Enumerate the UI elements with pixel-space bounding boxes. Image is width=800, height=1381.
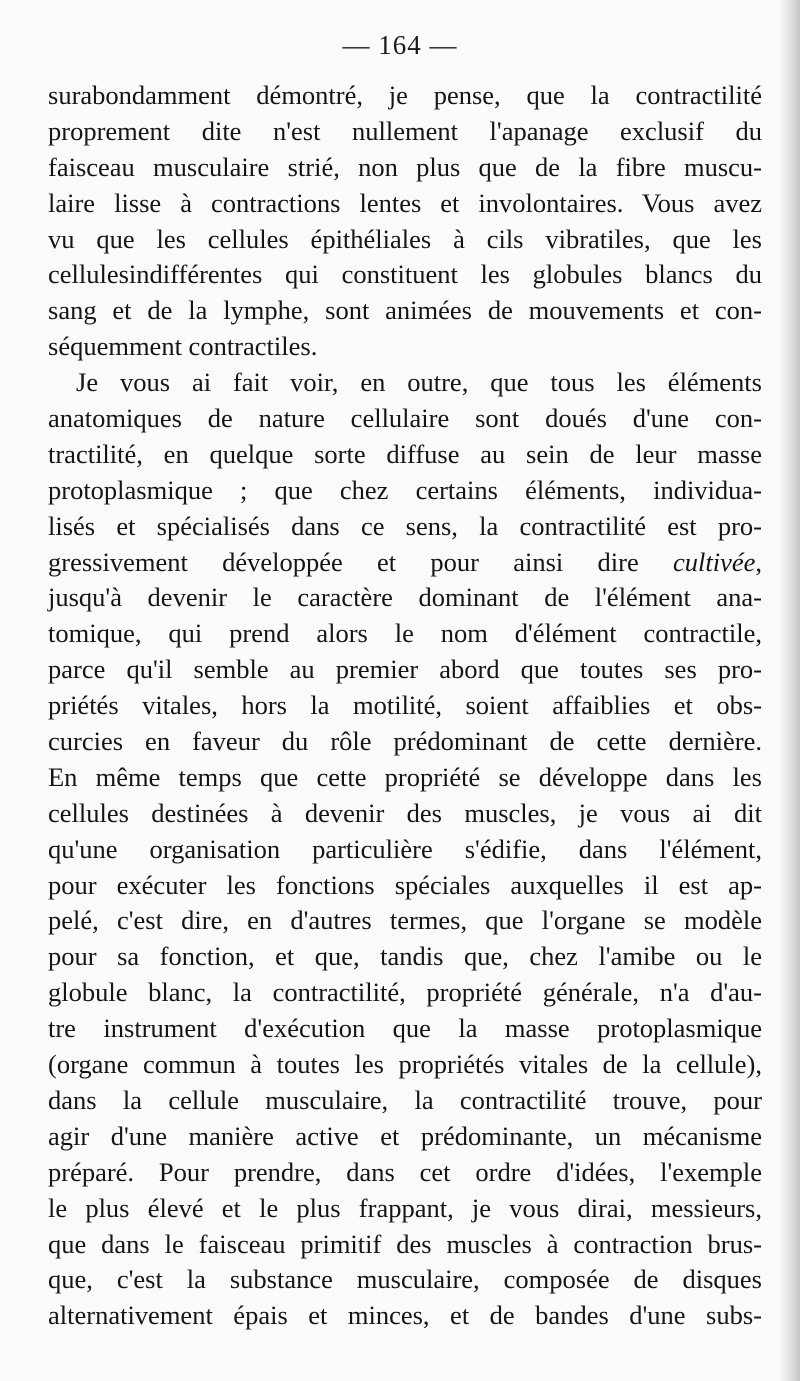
text-line: parce qu'il semble au premier abord que toutes ses pro- [48, 654, 762, 685]
text-line: jusqu'à devenir le caractère dominant de l'élément ana- [48, 582, 762, 613]
text-line: tractilité, en quelque sorte diffuse au sein de leur masse [48, 438, 762, 469]
text-line: surabondamment démontré, je pense, que la contractilité [48, 80, 762, 110]
text-line: curcies en faveur du rôle prédominant de cette dernière. [48, 726, 762, 757]
text-line: que dans le faisceau primitif des muscles à contraction brus- [48, 1228, 762, 1259]
text-line: vu que les cellules épithéliales à cils vibratiles, que les [48, 223, 762, 254]
text-line: lisés et spécialisés dans ce sens, la contractilité est pro- [48, 510, 762, 541]
text-line: le plus élevé et le plus frappant, je vous dirai, messieurs, [48, 1192, 762, 1223]
italic-word: cultivée [673, 546, 756, 577]
text-line: Je vous ai fait voir, en outre, que tous les éléments [76, 367, 762, 398]
text-line-with-italic [48, 545, 762, 581]
page-shadow [778, 0, 800, 1381]
text-line: protoplasmique ; que chez certains éléments, individua- [48, 474, 762, 505]
text-line: cellulesindifférentes qui constituent les globules blancs du [48, 259, 762, 290]
text-segment: gressivement développée et pour ainsi dire [48, 546, 639, 577]
text-line: pour exécuter les fonctions spéciales auxquelles il est ap- [48, 869, 762, 900]
text-segment: , [755, 546, 763, 577]
text-line: laire lisse à contractions lentes et involontaires. Vous avez [48, 187, 762, 218]
body-text [48, 78, 762, 1334]
text-line: pour sa fonction, et que, tandis que, chez l'amibe ou le [48, 941, 762, 972]
page-number: — 164 — [342, 30, 458, 60]
text-line: En même temps que cette propriété se développe dans les [48, 761, 762, 792]
text-line: priétés vitales, hors la motilité, soient affaiblies et obs- [48, 690, 762, 721]
text-line: alternativement épais et minces, et de bandes d'une subs- [48, 1300, 762, 1331]
text-line: cellules destinées à devenir des muscles, je vous ai dit [48, 797, 762, 828]
text-line: qu'une organisation particulière s'édifie, dans l'élément, [48, 833, 762, 864]
text-line: globule blanc, la contractilité, propriété générale, n'a d'au- [48, 977, 762, 1008]
text-line: (organe commun à toutes les propriétés vitales de la cellule), [48, 1049, 762, 1080]
text-line: que, c'est la substance musculaire, composée de disques [48, 1264, 762, 1295]
text-line: anatomiques de nature cellulaire sont doués d'une con- [48, 403, 762, 434]
text-line: tomique, qui prend alors le nom d'élément contractile, [48, 618, 762, 649]
text-line: séquemment contractiles. [48, 331, 318, 362]
text-line: agir d'une manière active et prédominante, un mécanisme [48, 1120, 762, 1151]
text-line: proprement dite n'est nullement l'apanage exclusif du [48, 115, 762, 146]
text-line: faisceau musculaire strié, non plus que de la fibre muscu- [48, 151, 762, 182]
text-line: préparé. Pour prendre, dans cet ordre d'idées, l'exemple [48, 1156, 762, 1187]
text-line: tre instrument d'exécution que la masse protoplasmique [48, 1013, 762, 1044]
text-line: pelé, c'est dire, en d'autres termes, que l'organe se modèle [48, 905, 762, 936]
text-line: sang et de la lymphe, sont animées de mouvements et con- [48, 295, 762, 326]
text-line: dans la cellule musculaire, la contractilité trouve, pour [48, 1084, 762, 1115]
